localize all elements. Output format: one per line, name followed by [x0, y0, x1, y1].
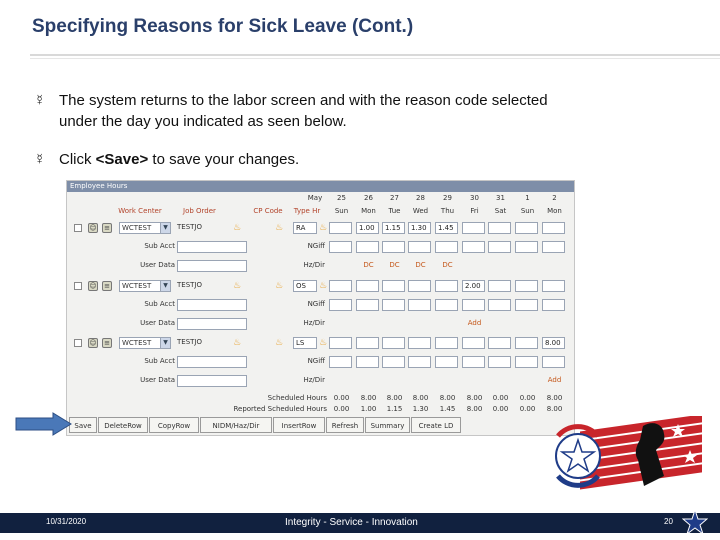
hours-cell[interactable] — [329, 280, 352, 292]
copy-icon[interactable]: ☺ — [89, 339, 97, 347]
ngiff-cell[interactable] — [435, 356, 458, 368]
reported-hours-value: 8.00 — [466, 405, 483, 413]
col-work-center: Work Center — [118, 207, 162, 215]
hours-cell[interactable] — [356, 337, 379, 349]
bullet-1-line-2: under the day you indicated as seen below. — [59, 113, 347, 130]
work-center-select[interactable] — [119, 280, 171, 292]
scheduled-hours-value: 8.00 — [360, 394, 377, 402]
slide-title: Specifying Reasons for Sick Leave (Cont.) — [32, 16, 414, 37]
type-hr-field[interactable]: OS — [293, 280, 317, 292]
type-hr-lookup-icon[interactable]: ♨ — [319, 338, 328, 348]
date-header: 26 — [364, 194, 373, 202]
ngiff-cell[interactable] — [408, 299, 431, 311]
type-hr-field[interactable]: LS — [293, 337, 317, 349]
hours-cell[interactable]: 1.30 — [408, 222, 431, 234]
work-center-select[interactable] — [119, 337, 171, 349]
date-header: 2 — [552, 194, 557, 202]
hours-cell[interactable] — [515, 337, 538, 349]
work-center-select[interactable] — [119, 222, 171, 234]
hours-cell[interactable] — [382, 337, 405, 349]
col-cp-code: CP Code — [253, 207, 283, 215]
ngiff-cell[interactable] — [329, 241, 352, 253]
ngiff-label: NGiff — [307, 242, 325, 250]
date-header: 1 — [525, 194, 530, 202]
hours-cell[interactable] — [488, 280, 511, 292]
date-header: 31 — [496, 194, 505, 202]
scheduled-hours-label: Scheduled Hours — [267, 394, 327, 402]
bullet-2-post: to save your changes. — [148, 151, 300, 168]
bullet-1-line-1: The system returns to the labor screen and with the reason code selected — [59, 92, 548, 109]
bullet-icon: ☿ — [34, 92, 46, 109]
hz-dir-label: Hz/Dir — [303, 319, 325, 327]
user-data-field[interactable] — [177, 318, 247, 330]
hours-cell[interactable]: 1.00 — [356, 222, 379, 234]
user-data-label: User Data — [140, 376, 175, 384]
col-type-hr: Type Hr — [293, 207, 321, 215]
ngiff-cell[interactable] — [515, 241, 538, 253]
user-data-field[interactable] — [177, 260, 247, 272]
hours-cell[interactable] — [408, 280, 431, 292]
day-header: Tue — [388, 207, 401, 215]
sub-acct-field[interactable] — [177, 356, 247, 368]
hz-dir-label: Hz/Dir — [303, 376, 325, 384]
job-order-value: TESTJO — [177, 223, 202, 231]
star-icon — [682, 509, 708, 535]
ngiff-cell[interactable] — [542, 356, 565, 368]
scheduled-hours-value: 8.00 — [439, 394, 456, 402]
ngiff-cell[interactable] — [356, 299, 379, 311]
arrow-right-icon — [15, 412, 73, 436]
user-data-field[interactable] — [177, 375, 247, 387]
type-hr-lookup-icon[interactable]: ♨ — [319, 223, 328, 233]
ngiff-label: NGiff — [307, 300, 325, 308]
month-label: May — [307, 194, 323, 202]
summary-button[interactable]: Summary — [365, 417, 410, 433]
ngiff-cell[interactable] — [515, 356, 538, 368]
hours-cell[interactable] — [435, 280, 458, 292]
reason-code-link[interactable]: DC — [389, 261, 400, 269]
row-checkbox[interactable] — [74, 339, 82, 347]
bullet-2-bold: <Save> — [95, 151, 149, 168]
day-header: Mon — [361, 207, 376, 215]
scheduled-hours-value: 0.00 — [492, 394, 509, 402]
chevron-down-icon[interactable]: ▼ — [160, 223, 170, 233]
job-order-lookup-icon[interactable]: ♨ — [233, 223, 242, 233]
ngiff-cell[interactable] — [408, 241, 431, 253]
ngiff-cell[interactable] — [382, 299, 405, 311]
reason-code-link[interactable]: DC — [442, 261, 453, 269]
hours-cell[interactable] — [329, 337, 352, 349]
reported-hours-value: 0.00 — [492, 405, 509, 413]
day-header: Thu — [440, 207, 455, 215]
hours-cell[interactable] — [488, 222, 511, 234]
ngiff-cell[interactable] — [356, 356, 379, 368]
job-order-value: TESTJO — [177, 281, 202, 289]
chevron-down-icon[interactable]: ▼ — [160, 281, 170, 291]
sub-acct-field[interactable] — [177, 299, 247, 311]
dfas-logo — [548, 416, 706, 512]
job-order-lookup-icon[interactable]: ♨ — [233, 281, 242, 291]
detail-icon[interactable]: ≡ — [102, 281, 112, 291]
page-number: 20 — [664, 517, 673, 526]
reported-hours-value: 1.15 — [386, 405, 403, 413]
reason-code-link[interactable]: DC — [415, 261, 426, 269]
hours-cell[interactable]: 8.00 — [542, 337, 565, 349]
hours-cell[interactable] — [382, 280, 405, 292]
type-hr-lookup-icon[interactable]: ♨ — [319, 281, 328, 291]
row-checkbox[interactable] — [74, 224, 82, 232]
detail-icon[interactable]: ≡ — [102, 223, 112, 233]
day-header: Sun — [520, 207, 535, 215]
date-header: 29 — [443, 194, 452, 202]
date-header: 27 — [390, 194, 399, 202]
employee-hours-panel — [66, 180, 575, 436]
copyrow-button[interactable]: CopyRow — [149, 417, 199, 433]
reported-hours-value: 1.00 — [360, 405, 377, 413]
hours-cell[interactable] — [462, 337, 485, 349]
ngiff-cell[interactable] — [488, 241, 511, 253]
reported-hours-value: 0.00 — [333, 405, 350, 413]
hours-cell[interactable] — [542, 222, 565, 234]
ngiff-cell[interactable] — [542, 299, 565, 311]
ngiff-cell[interactable] — [382, 356, 405, 368]
reported-hours-value: 1.45 — [439, 405, 456, 413]
hours-cell[interactable] — [356, 280, 379, 292]
hours-cell[interactable] — [408, 337, 431, 349]
date-header: 30 — [470, 194, 479, 202]
hours-cell[interactable]: 1.45 — [435, 222, 458, 234]
create-ld-button[interactable]: Create LD — [411, 417, 461, 433]
panel-header: Employee Hours — [67, 181, 574, 192]
ngiff-cell[interactable] — [329, 299, 352, 311]
scheduled-hours-value: 8.00 — [546, 394, 563, 402]
job-order-lookup-icon[interactable]: ♨ — [233, 338, 242, 348]
user-data-label: User Data — [140, 261, 175, 269]
ngiff-cell[interactable] — [408, 356, 431, 368]
cp-code-lookup-icon[interactable]: ♨ — [275, 223, 284, 233]
day-header: Fri — [470, 207, 479, 215]
day-header: Sun — [334, 207, 349, 215]
reported-hours-value: 1.30 — [412, 405, 429, 413]
ngiff-cell[interactable] — [462, 356, 485, 368]
ngiff-label: NGiff — [307, 357, 325, 365]
hours-cell[interactable] — [515, 280, 538, 292]
reported-hours-label: Reported Scheduled Hours — [233, 405, 327, 413]
chevron-down-icon[interactable]: ▼ — [160, 338, 170, 348]
scheduled-hours-value: 8.00 — [466, 394, 483, 402]
hours-cell[interactable] — [462, 222, 485, 234]
date-header: 25 — [337, 194, 346, 202]
day-header: Wed — [412, 207, 429, 215]
refresh-button[interactable]: Refresh — [326, 417, 364, 433]
ngiff-cell[interactable] — [462, 299, 485, 311]
scheduled-hours-value: 8.00 — [386, 394, 403, 402]
hours-cell[interactable] — [329, 222, 352, 234]
title-divider — [30, 54, 720, 56]
day-header: Mon — [547, 207, 562, 215]
save-button[interactable]: Save — [69, 417, 97, 433]
scheduled-hours-value: 0.00 — [519, 394, 536, 402]
ngiff-cell[interactable] — [515, 299, 538, 311]
hours-cell[interactable] — [488, 337, 511, 349]
ngiff-cell[interactable] — [462, 241, 485, 253]
deleterow-button[interactable]: DeleteRow — [98, 417, 148, 433]
ngiff-cell[interactable] — [329, 356, 352, 368]
sub-acct-label: Sub Acct — [144, 357, 175, 365]
title-divider-thin — [30, 58, 720, 59]
sub-acct-label: Sub Acct — [144, 242, 175, 250]
work-center-value: WCTEST — [122, 282, 152, 290]
work-center-value: WCTEST — [122, 339, 152, 347]
job-order-value: TESTJO — [177, 338, 202, 346]
sub-acct-label: Sub Acct — [144, 300, 175, 308]
footer-tagline: Integrity - Service - Innovation — [285, 517, 418, 528]
copy-icon[interactable]: ☺ — [89, 282, 97, 290]
reported-hours-value: 8.00 — [546, 405, 563, 413]
ngiff-cell[interactable] — [488, 356, 511, 368]
ngiff-cell[interactable] — [542, 241, 565, 253]
type-hr-field[interactable]: RA — [293, 222, 317, 234]
ngiff-cell[interactable] — [356, 241, 379, 253]
reason-code-link[interactable]: Add — [467, 319, 482, 327]
hours-cell[interactable] — [542, 280, 565, 292]
bullet-icon: ☿ — [34, 151, 46, 168]
ngiff-cell[interactable] — [435, 241, 458, 253]
ngiff-cell[interactable] — [435, 299, 458, 311]
reason-code-link[interactable]: Add — [547, 376, 562, 384]
cp-code-lookup-icon[interactable]: ♨ — [275, 281, 284, 291]
bullet-2-text — [59, 149, 679, 170]
sub-acct-field[interactable] — [177, 241, 247, 253]
bullet-2-pre: Click — [59, 151, 96, 168]
cp-code-lookup-icon[interactable]: ♨ — [275, 338, 284, 348]
bullet-1-text — [59, 90, 679, 132]
reported-hours-value: 0.00 — [519, 405, 536, 413]
nidm-haz-dir-button[interactable]: NIDM/Haz/Dir — [200, 417, 272, 433]
detail-icon[interactable]: ≡ — [102, 338, 112, 348]
copy-icon[interactable]: ☺ — [89, 224, 97, 232]
row-checkbox[interactable] — [74, 282, 82, 290]
footer-date: 10/31/2020 — [46, 517, 87, 526]
insertrow-button[interactable]: InsertRow — [273, 417, 325, 433]
user-data-label: User Data — [140, 319, 175, 327]
ngiff-cell[interactable] — [382, 241, 405, 253]
hours-cell[interactable] — [435, 337, 458, 349]
button-row — [69, 417, 569, 433]
col-job-order: Job Order — [183, 207, 216, 215]
scheduled-hours-value: 0.00 — [333, 394, 350, 402]
hours-cell[interactable]: 1.15 — [382, 222, 405, 234]
hours-cell[interactable] — [515, 222, 538, 234]
date-header: 28 — [416, 194, 425, 202]
ngiff-cell[interactable] — [488, 299, 511, 311]
scheduled-hours-value: 8.00 — [412, 394, 429, 402]
hz-dir-label: Hz/Dir — [303, 261, 325, 269]
hours-cell[interactable]: 2.00 — [462, 280, 485, 292]
reason-code-link[interactable]: DC — [363, 261, 374, 269]
work-center-value: WCTEST — [122, 224, 152, 232]
day-header: Sat — [494, 207, 507, 215]
